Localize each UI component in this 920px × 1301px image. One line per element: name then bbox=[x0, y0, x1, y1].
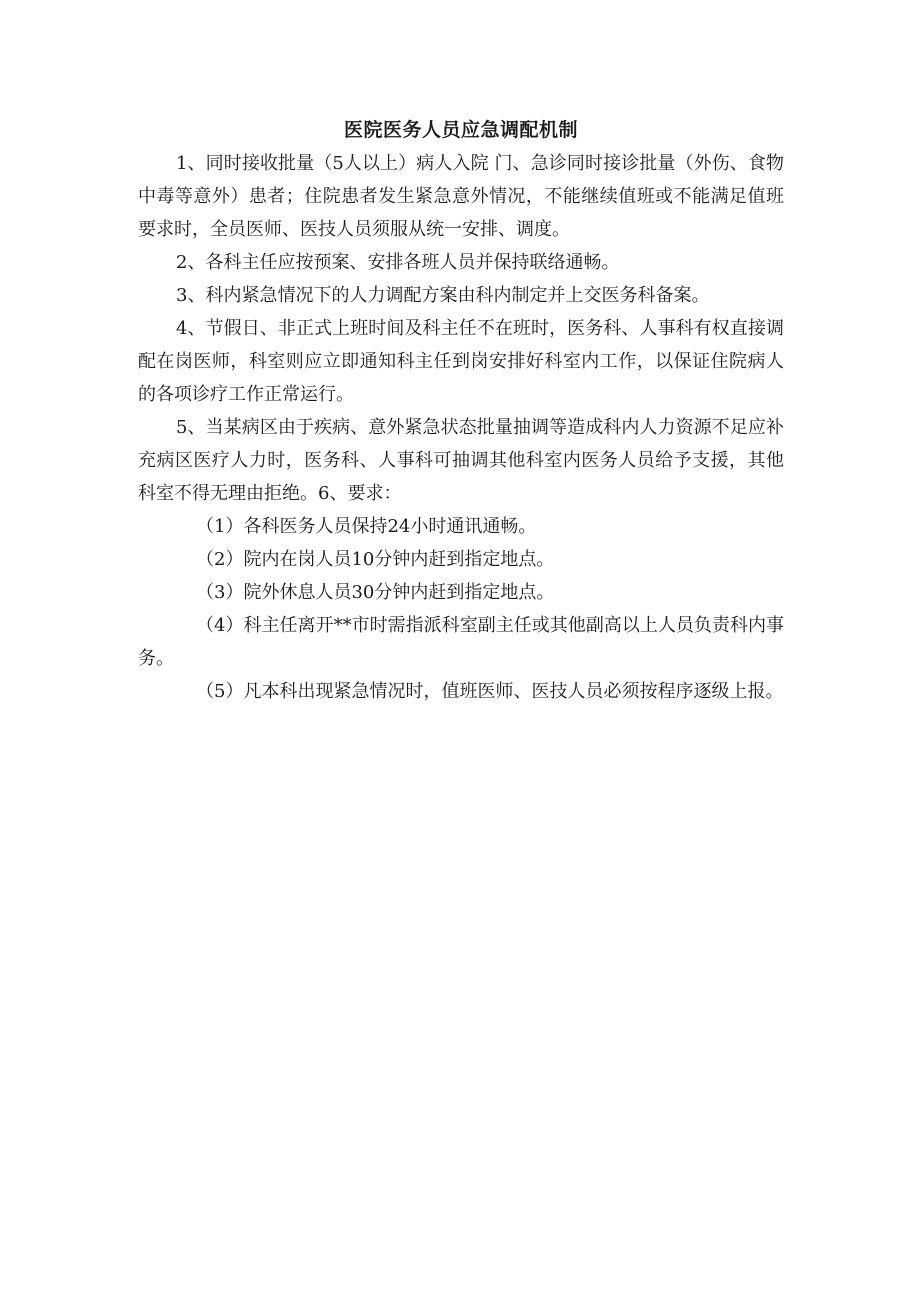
requirement-1: （1）各科医务人员保持24小时通讯通畅。 bbox=[196, 516, 537, 537]
paragraph-1: 1、同时接收批量（5人以上）病人入院 门、急诊同时接诊批量（外伤、食物中毒等意外）患者；住院患者发生紧急意外情况，不能继续值班或不能满足值班要求时，全员医师、医技人员须服从统一安排、调度。 bbox=[138, 153, 784, 240]
paragraph-5: 5、当某病区由于疾病、意外紧急状态批量抽调等造成科内人力资源不足应补充病区医疗人力时，医务科、人事科可抽调其他科室内医务人员给予支援，其他科室不得无理由拒绝。6、要求： bbox=[138, 417, 784, 504]
requirement-3: （3）院外休息人员30分钟内赶到指定地点。 bbox=[196, 582, 555, 603]
requirement-2: （2）院内在岗人员10分钟内赶到指定地点。 bbox=[196, 549, 555, 570]
requirement-5: （5）凡本科出现紧急情况时，值班医师、医技人员必须按程序逐级上报。 bbox=[196, 681, 784, 702]
requirement-4: （4）科主任离开**市时需指派科室副主任或其他副高以上人员负责科内事务。 bbox=[138, 615, 784, 669]
document-body bbox=[138, 114, 784, 708]
paragraph-4: 4、节假日、非正式上班时间及科主任不在班时，医务科、人事科有权直接调配在岗医师，科室则应立即通知科主任到岗安排好科室内工作，以保证住院病人的各项诊疗工作正常运行。 bbox=[138, 318, 784, 405]
paragraph-2: 2、各科主任应按预案、安排各班人员并保持联络通畅。 bbox=[176, 252, 620, 273]
paragraph-3: 3、科内紧急情况下的人力调配方案由科内制定并上交医务科备案。 bbox=[176, 285, 710, 306]
document-title: 医院医务人员应急调配机制 bbox=[343, 119, 578, 141]
